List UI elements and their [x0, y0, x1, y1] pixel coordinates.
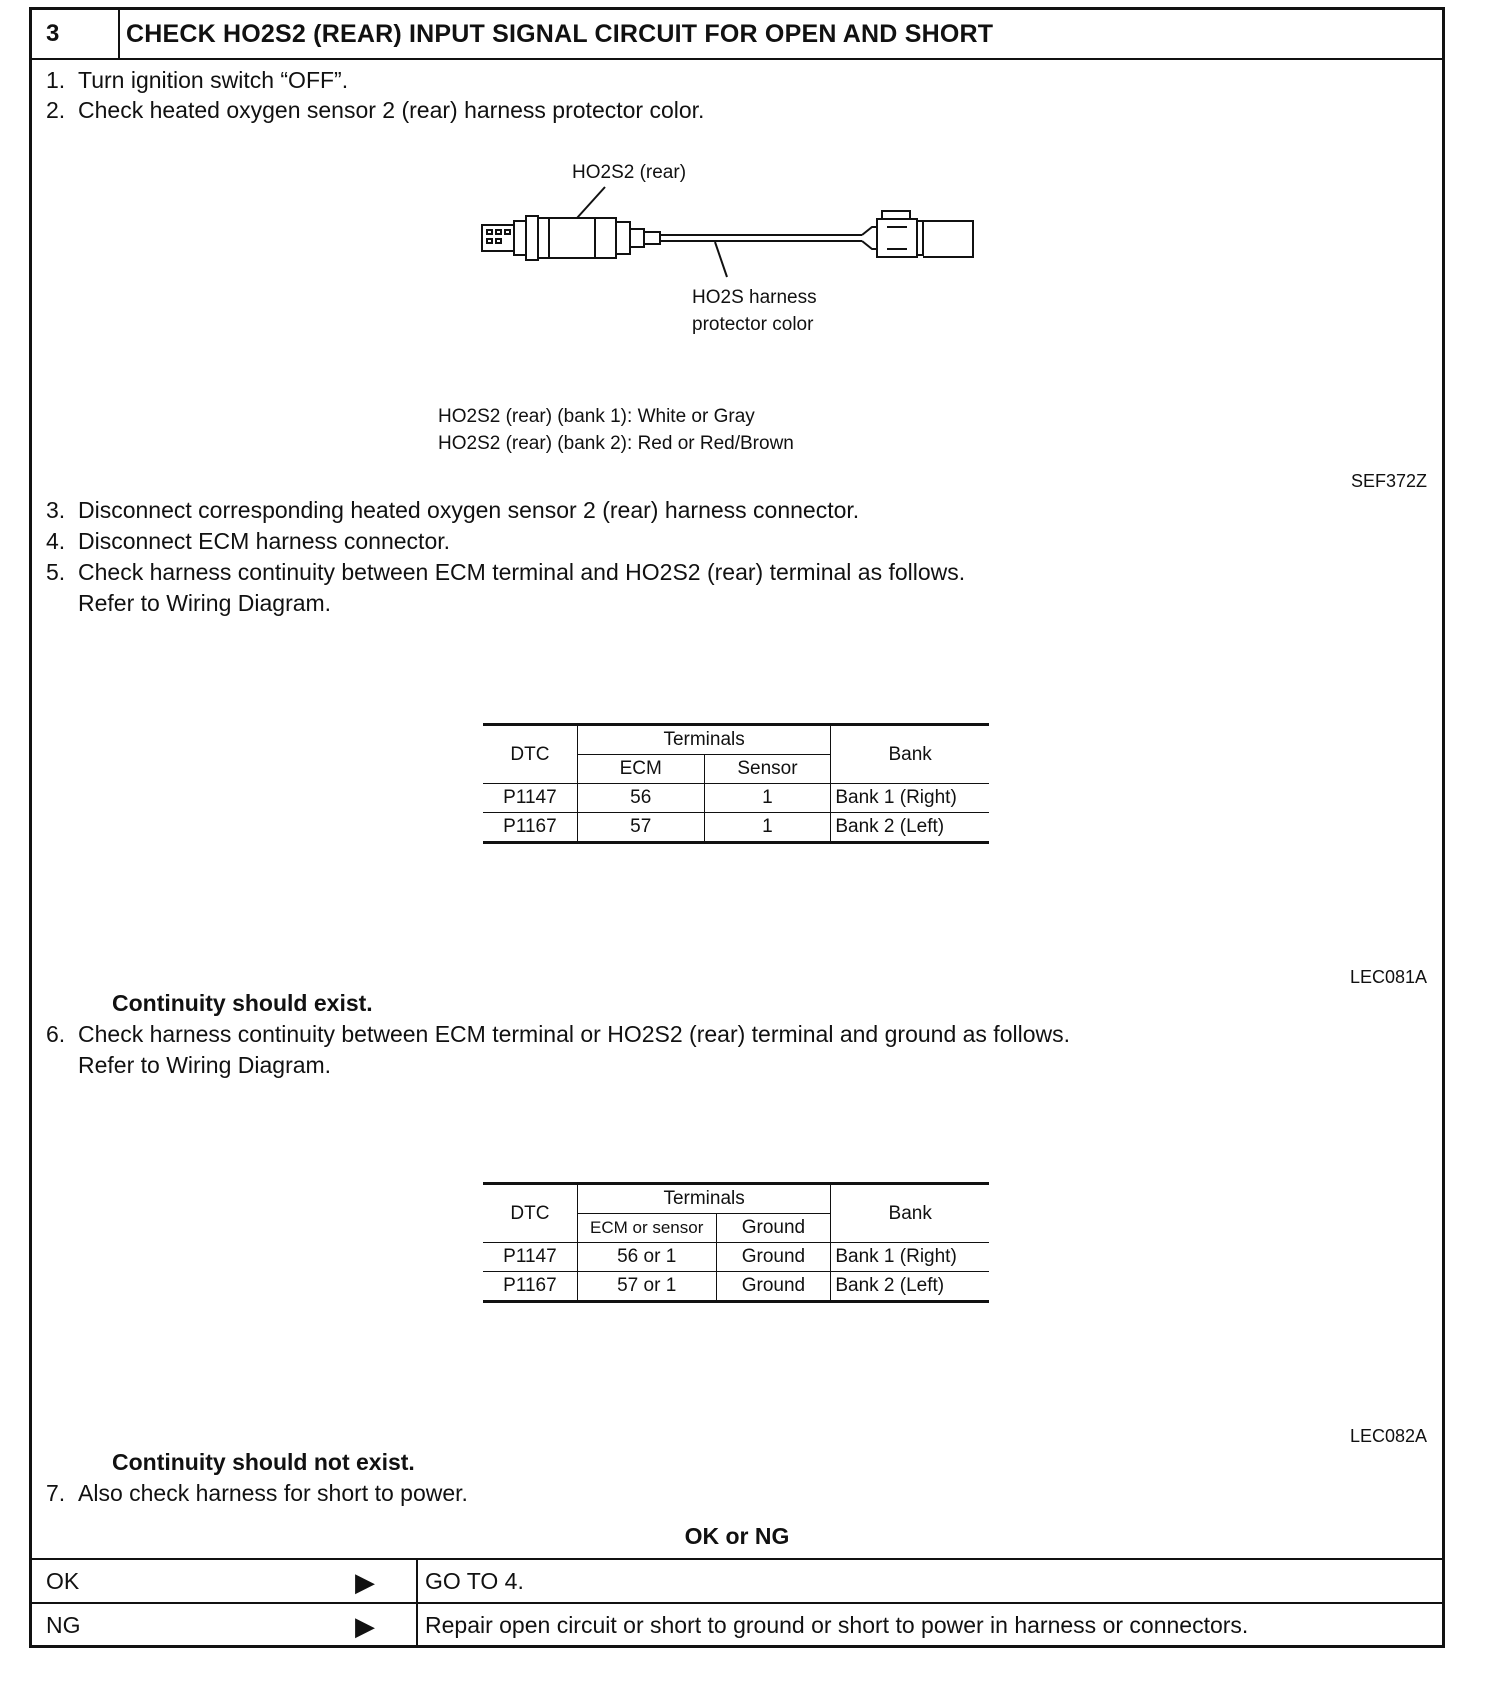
table2-header-ground: Ground — [716, 1214, 831, 1243]
table1-cell-dtc: P1167 — [483, 813, 577, 843]
table1-cell-ecm: 56 — [577, 784, 704, 813]
table1-cell-bank: Bank 2 (Left) — [831, 813, 989, 843]
table1-header-sensor: Sensor — [704, 755, 831, 784]
step-2-number: 2. — [46, 97, 66, 123]
ng-label: NG — [46, 1612, 81, 1638]
table1-cell-bank: Bank 1 (Right) — [831, 784, 989, 813]
figure1-code: SEF372Z — [1350, 471, 1427, 491]
table1-header-terminals: Terminals — [577, 725, 830, 755]
step-7-number: 7. — [46, 1480, 66, 1506]
procedure-frame — [29, 7, 1445, 1648]
table2-cell-ecm-or-sensor: 57 or 1 — [577, 1272, 716, 1302]
table2-cell-dtc: P1167 — [483, 1272, 577, 1302]
table2-cell-dtc: P1147 — [483, 1243, 577, 1272]
ok-or-ng-heading: OK or NG — [684, 1523, 790, 1549]
step-5-text-line2: Refer to Wiring Diagram. — [78, 590, 332, 616]
ng-arrow-icon: ▶ — [355, 1611, 375, 1641]
result-continuity-exists: Continuity should exist. — [112, 990, 373, 1016]
step-5-number: 5. — [46, 559, 66, 585]
result-continuity-not-exist: Continuity should not exist. — [112, 1449, 415, 1475]
table2-header-bank: Bank — [831, 1184, 989, 1243]
sensor-label: HO2S2 (rear) — [572, 162, 687, 183]
table1-header-dtc: DTC — [483, 725, 577, 784]
table1-code: LEC081A — [1349, 967, 1427, 987]
step-number: 3 — [32, 10, 120, 58]
step-5-text: Check harness continuity between ECM terminal and HO2S2 (rear) terminal as follows. — [78, 559, 966, 585]
ho2s2-sensor-illustration — [477, 185, 987, 295]
ok-arrow-icon: ▶ — [355, 1567, 375, 1597]
table2-cell-bank: Bank 2 (Left) — [831, 1272, 989, 1302]
step-6-text: Check harness continuity between ECM terminal or HO2S2 (rear) terminal and ground as follows. — [78, 1021, 1070, 1047]
step-1-number: 1. — [46, 67, 66, 93]
step-header — [32, 10, 1442, 60]
table1-header-ecm: ECM — [577, 755, 704, 784]
ng-divider — [416, 1604, 418, 1647]
continuity-table-2 — [483, 1182, 989, 1303]
table2-cell-ecm-or-sensor: 56 or 1 — [577, 1243, 716, 1272]
table1-cell-ecm: 57 — [577, 813, 704, 843]
ok-divider — [416, 1560, 418, 1604]
ok-label: OK — [46, 1568, 80, 1594]
table1-cell-sensor: 1 — [704, 784, 831, 813]
table1-header-bank: Bank — [831, 725, 989, 784]
table2-cell-ground: Ground — [716, 1272, 831, 1302]
ok-action: GO TO 4. — [425, 1568, 524, 1594]
step-3-number: 3. — [46, 497, 66, 523]
step-3-text: Disconnect corresponding heated oxygen sensor 2 (rear) harness connector. — [78, 497, 860, 523]
ng-row — [32, 1602, 1442, 1647]
step-6-text-line2: Refer to Wiring Diagram. — [78, 1052, 332, 1078]
step-6-number: 6. — [46, 1021, 66, 1047]
table2-header-terminals: Terminals — [577, 1184, 830, 1214]
ok-row — [32, 1558, 1442, 1604]
step-2-text: Check heated oxygen sensor 2 (rear) harness protector color. — [78, 97, 705, 123]
step-7-text: Also check harness for short to power. — [78, 1480, 468, 1506]
continuity-table-1 — [483, 723, 989, 844]
protector-label-line1: HO2S harness — [692, 287, 817, 308]
table2-header-dtc: DTC — [483, 1184, 577, 1243]
table2-header-ecm-or-sensor: ECM or sensor — [577, 1214, 716, 1243]
step-1-text: Turn ignition switch “OFF”. — [78, 67, 349, 93]
figure1-caption-bank1: HO2S2 (rear) (bank 1): White or Gray — [438, 406, 755, 427]
ng-action: Repair open circuit or short to ground or short to power in harness or connectors. — [425, 1612, 1249, 1638]
table2-cell-ground: Ground — [716, 1243, 831, 1272]
step-4-text: Disconnect ECM harness connector. — [78, 528, 451, 554]
protector-label-line2: protector color — [692, 314, 814, 335]
table2-code: LEC082A — [1349, 1426, 1427, 1446]
step-title: CHECK HO2S2 (REAR) INPUT SIGNAL CIRCUIT FOR OPEN AND SHORT — [126, 20, 994, 48]
table1-cell-dtc: P1147 — [483, 784, 577, 813]
figure1-caption-bank2: HO2S2 (rear) (bank 2): Red or Red/Brown — [438, 433, 794, 454]
step-4-number: 4. — [46, 528, 66, 554]
table2-cell-bank: Bank 1 (Right) — [831, 1243, 989, 1272]
table1-cell-sensor: 1 — [704, 813, 831, 843]
